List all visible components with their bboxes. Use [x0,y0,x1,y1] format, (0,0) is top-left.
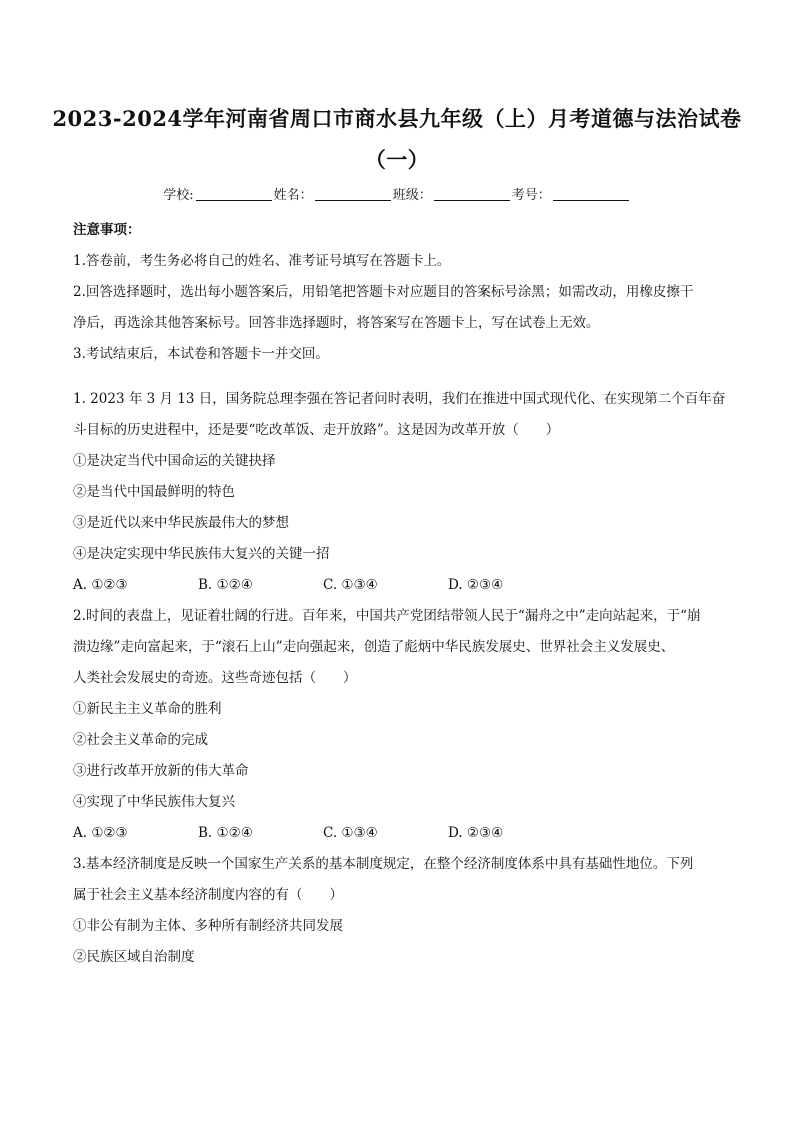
question-stem: 溃边缘”走向富起来，于“滚石上山”走向强起来，创造了彪炳中华民族发展史、世界社会主义发展史、 [73,639,675,655]
answer-options [73,818,723,849]
question-item: ②社会主义革命的完成 [73,732,208,748]
option-c: C. ①③④ [323,577,378,593]
exam-no-label: 考号： [511,188,551,203]
option-d: D. ②③④ [448,577,504,593]
question-item: ①是决定当代中国命运的关键抉择 [73,453,276,469]
notice-line: 2.回答选择题时，选出每小题答案后，用铅笔把答题卡对应题目的答案标号涂黑；如需改动，用橡皮擦干 [73,284,694,300]
option-d: D. ②③④ [448,825,504,841]
question-item: ④实现了中华民族伟大复兴 [73,794,235,810]
name-label: 姓名： [273,188,313,203]
exam-body [73,215,726,973]
question-stem: 1. 2023 年 3 月 13 日，国务院总理李强在答记者问时表明，我们在推进中国式现代化、在实现第二个百年奋 [73,391,726,407]
question-stem: 属于社会主义基本经济制度内容的有（ ） [73,887,343,903]
question-2 [73,601,723,849]
notice-line: 净后，再选涂其他答案标号。回答非选择题时，将答案写在答题卡上，写在试卷上无效。 [73,315,600,331]
answer-options [73,570,723,601]
notice-heading: 注意事项： [73,222,141,238]
exam-no-blank [553,186,629,201]
option-a: A. ①②③ [73,577,128,593]
name-blank [315,186,391,201]
question-stem: 人类社会发展史的奇迹。这些奇迹包括（ ） [73,670,357,686]
question-item: ①新民主主义革命的胜利 [73,701,222,717]
exam-title-line2: （一） [364,147,430,172]
section-gap [73,370,723,384]
question-item: ③进行改革开放新的伟大革命 [73,763,249,779]
question-3 [73,849,723,973]
question-item: ②是当代中国最鲜明的特色 [73,484,235,500]
question-stem: 斗目标的历史进程中，还是要“吃改革饭、走开放路”。这是因为改革开放（ ） [73,422,560,438]
class-label: 班级： [392,188,432,203]
school-label: 学校: [163,188,194,203]
notice-line: 3.考试结束后，本试卷和答题卡一并交回。 [73,346,329,362]
school-blank [196,186,272,201]
option-b: B. ①②④ [198,577,253,593]
question-item: ④是决定实现中华民族伟大复兴的关键一招 [73,546,330,562]
question-1 [73,384,726,601]
option-b: B. ①②④ [198,825,253,841]
student-info-row [0,184,794,203]
option-a: A. ①②③ [73,825,128,841]
question-item: ③是近代以来中华民族最伟大的梦想 [73,515,289,531]
exam-title-line1: 2023-2024学年河南省周口市商水县九年级（上）月考道德与法治试卷 [52,106,742,131]
option-c: C. ①③④ [323,825,378,841]
notice-line: 1.答卷前，考生务必将自己的姓名、准考证号填写在答题卡上。 [73,253,451,269]
question-item: ②民族区域自治制度 [73,949,195,965]
class-blank [434,186,510,201]
question-stem: 3.基本经济制度是反映一个国家生产关系的基本制度规定，在整个经济制度体系中具有基础性地位。下列 [73,856,694,872]
question-stem: 2.时间的表盘上，见证着壮阔的行进。百年来，中国共产党团结带领人民于“漏舟之中”走向站起来，于“崩 [73,608,701,624]
question-item: ①非公有制为主体、多种所有制经济共同发展 [73,918,343,934]
